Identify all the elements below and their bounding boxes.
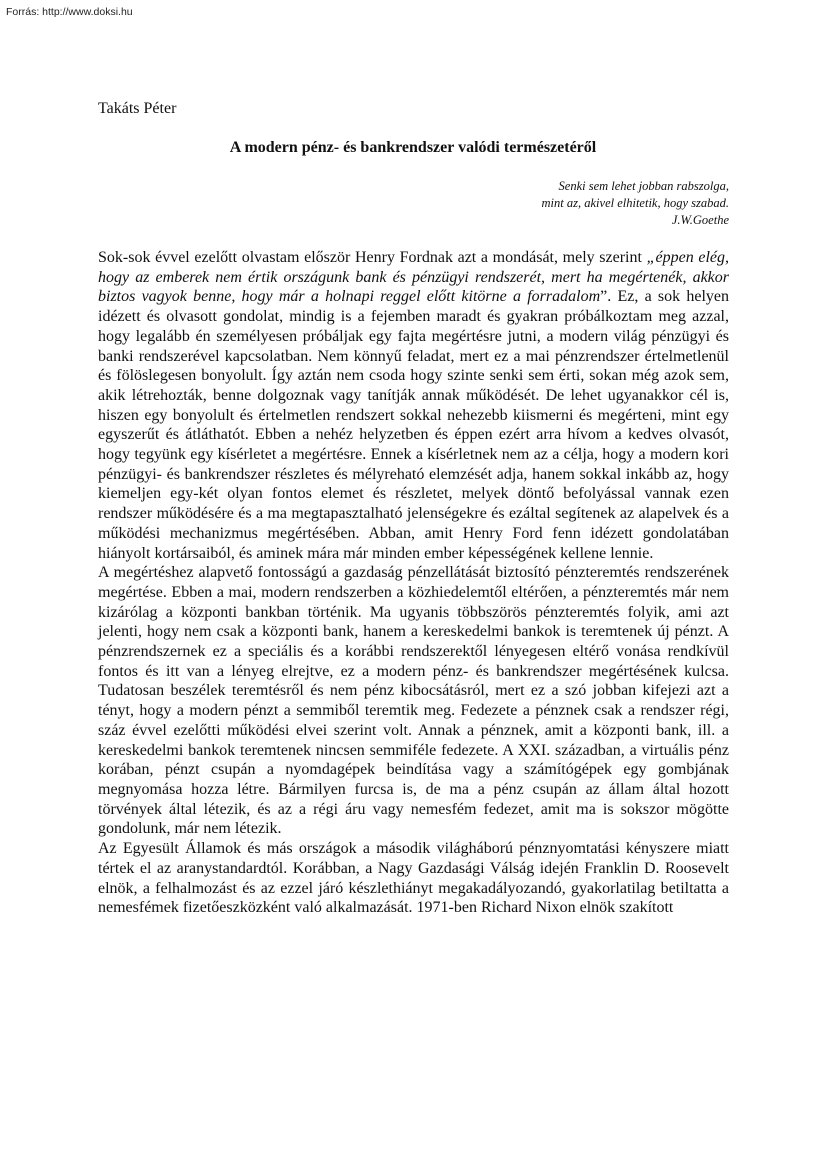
- paragraph-1-start: Sok-sok évvel ezelőtt olvastam először Henry Fordnak azt a mondását, mely szerint: [98, 249, 647, 266]
- author-name: Takáts Péter: [98, 100, 177, 117]
- document-title: A modern pénz- és bankrendszer valódi természetéről: [229, 139, 597, 156]
- paragraph-1-rest: ”. Ez, a sok helyen idézett és olvasott gondolat, mindig is a fejemben maradt és gyakran próbálkoztam meg azzal, hogy legalább én személyesen próbáljak egy fajta megértésre jutni, a modern világ pénzügyi és banki rendszerével kapcsolatban. Nem könnyű feladat, mert ez a mai pénzrendszer értelmetlenül és fölöslegesen bonyolult. Így aztán nem csoda hogy szinte senki sem érti, sokan még azok sem, akik létrehozták, benne dolgoznak vagy tanítják annak működését. De lehet ugyanakkor cél is, hiszen egy bonyolult és értelmetlen rendszert sokkal nehezebb kiismerni és megérteni, mint egy egyszerűt és átláthatót. Ebben a nehéz helyzetben és éppen ezért arra hívom a kedves olvasót, hogy tegyünk egy kísérletet a megértésre. Ennek a kísérletnek nem az a célja, hogy a modern kori pénzügyi- és bankrendszer részletes és mélyreható elemzését adja, hanem sokkal inkább az, hogy kiemeljen egy-két olyan fontos elemet és részletet, melyek döntő befolyással vannak ezen rendszer működésére és a ma megtapasztalható jelenségekre és ezáltal segítenek az alapelvek és a működési mechanizmus megértésében. Abban, amit Henry Ford fenn idézett gondolatában hiányolt kortársaiból, és aminek mára már minden ember képességének kellene lennie.: [98, 288, 730, 562]
- motto: [542, 178, 729, 229]
- motto-line-1: Senki sem lehet jobban rabszolga,: [558, 179, 729, 193]
- motto-line-2: mint az, akivel elhitetik, hogy szabad.: [541, 196, 729, 210]
- paragraph-1: [98, 248, 729, 563]
- motto-attribution: J.W.Goethe: [671, 213, 729, 227]
- paragraph-2: A megértéshez alapvető fontosságú a gazdaság pénzellátását biztosító pénzteremtés rendszerének megértése. Ebben a mai, modern rendszerben a közhiedelemtől eltérően, a pénzteremtés már nem kizárólag a központi bankban történik. Ma ugyanis többszörös pénzteremtés folyik, ami azt jelenti, hogy nem csak a központi bank, hanem a kereskedelmi bankok is teremtenek új pénzt. A pénzrendszernek ez a speciális és a korábbi rendszerektől lényegesen eltérő vonása rendkívül fontos és itt van a lényeg elrejtve, ez a modern pénz- és bankrendszer megértésének kulcsa. Tudatosan beszélek teremtésről és nem pénz kibocsátásról, mert ez a szó jobban kifejezi azt a tényt, hogy a modern pénzt a semmiből teremtik meg. Fedezete a pénznek csak a rendszer régi, száz évvel ezelőtti működési elvei szerint volt. Annak a pénznek, amit a központi bank, ill. a kereskedelmi bankok teremtenek nincsen semmiféle fedezete. A XXI. században, a virtuális pénz korában, pénzt csupán a nyomdagépek beindítása vagy a számítógépek egy gombjának megnyomása hozza létre. Bármilyen furcsa is, de ma a pénz csupán az állam által hozott törvények által létezik, és az a régi áru vagy nemesfém fedezet, amit ma is sokszor mögötte gondolunk, már nem létezik.: [98, 564, 729, 838]
- article-body: [98, 248, 729, 918]
- source-line: Forrás: http://www.doksi.hu: [6, 6, 133, 18]
- paragraph-3: Az Egyesült Államok és más országok a második világháború pénznyomtatási kényszere miatt tértek el az aranystandardtól. Korábban, a Nagy Gazdasági Válság idején Franklin D. Roosevelt elnök, a felhalmozást és az ezzel járó készlethiányt megakadályozandó, gyakorlatilag betiltatta a nemesfémek fizetőeszközként való alkalmazását. 1971-ben Richard Nixon elnök szakított: [98, 840, 729, 917]
- ford-quote: „éppen elég, hogy az emberek nem értik országunk bank és pénzügyi rendszerét, mert ha megértenék, akkor biztos vagyok benne, hogy már a holnapi reggel előtt kitörne a forradalom: [98, 249, 730, 306]
